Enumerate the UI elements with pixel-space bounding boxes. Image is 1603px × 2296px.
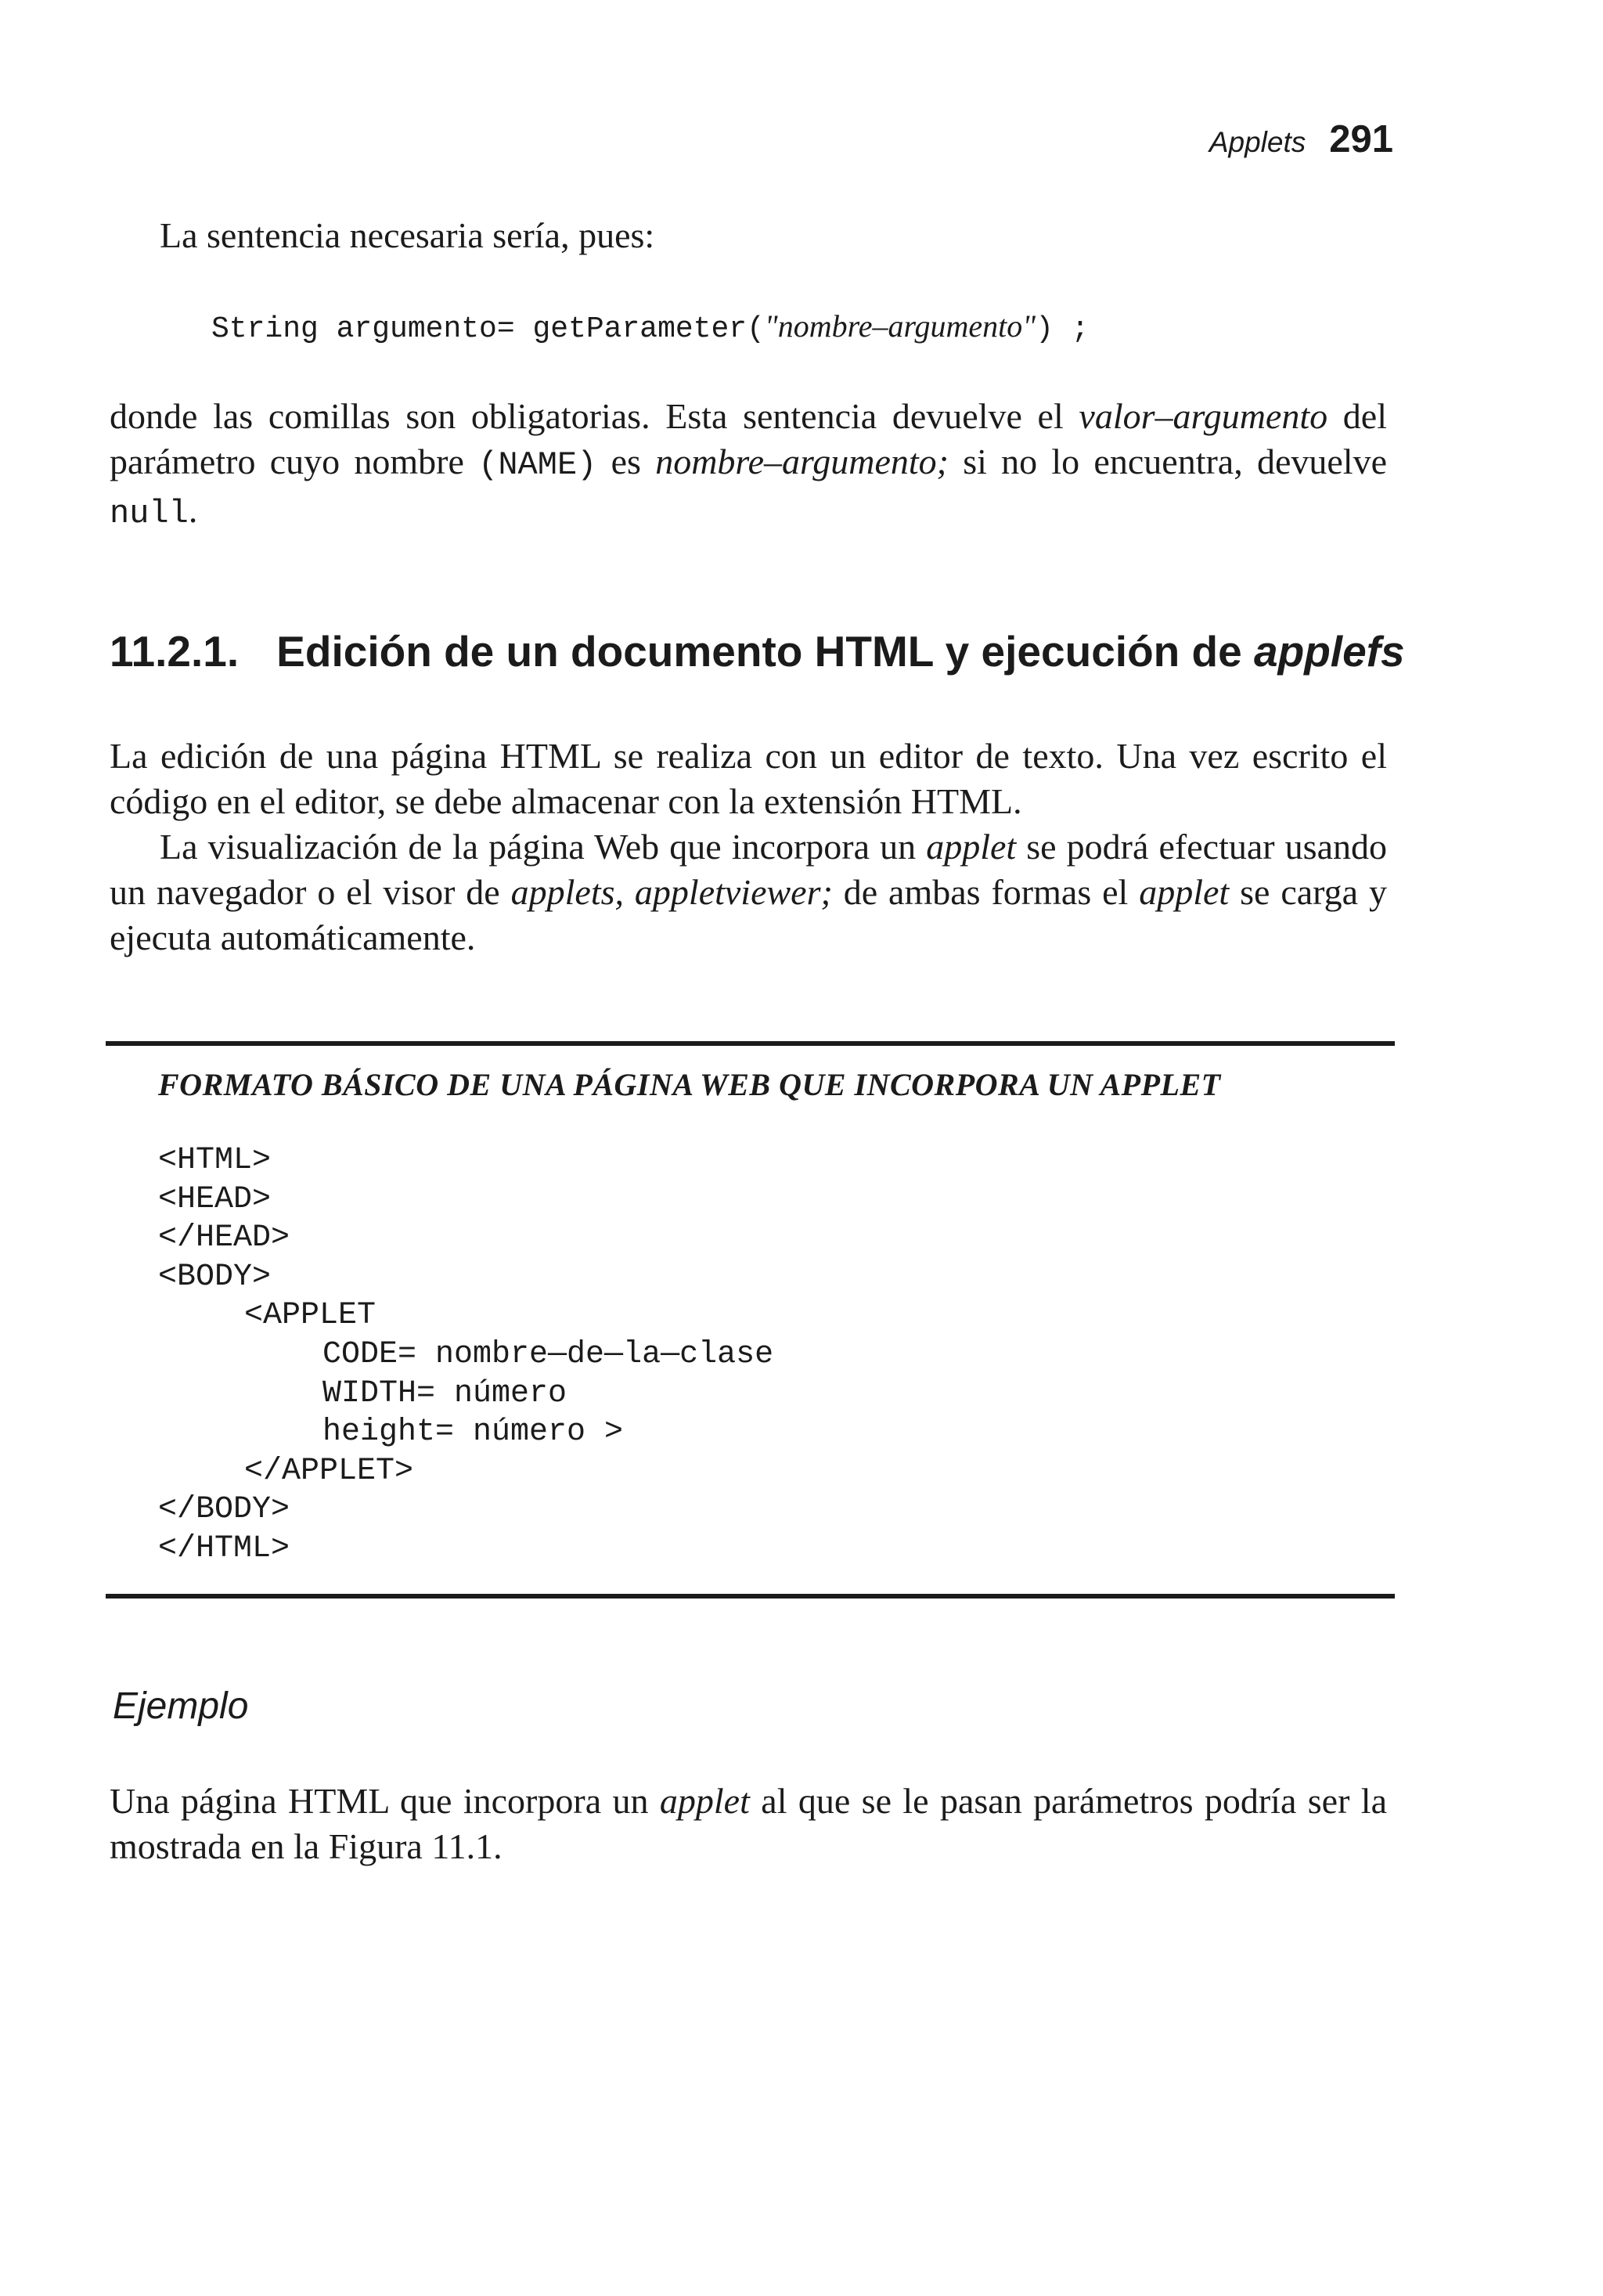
text-span: del parámetro cuyo nombre — [110, 396, 1387, 481]
text-span: Una página HTML que incorpora un — [110, 1781, 660, 1821]
text-span: . — [188, 490, 198, 530]
code-statement — [211, 308, 1090, 346]
italic-term: valor–argumento — [1079, 396, 1328, 436]
running-header — [1209, 117, 1393, 161]
paragraph-visualization — [110, 824, 1387, 961]
section-title: Edición de un documento HTML y ejecución de — [276, 627, 1255, 676]
code-line: <APPLET — [244, 1298, 376, 1334]
text-span: al que se le pasan parámetros podría ser la mostrada en la Figura 11.1. — [110, 1781, 1387, 1866]
code-call: String argumento= getParameter( — [211, 312, 765, 346]
code-term: null — [110, 495, 189, 532]
box-top-rule — [106, 1041, 1395, 1046]
section-title-italic: applefs — [1254, 627, 1405, 676]
code-line: height= número > — [322, 1415, 624, 1451]
text-span: si no lo encuentra, devuelve — [948, 442, 1387, 481]
code-line: <BODY> — [158, 1259, 272, 1295]
html-code-block — [158, 1141, 773, 1569]
code-line: <HEAD> — [158, 1181, 272, 1217]
paragraph-intro: La sentencia necesaria sería, pues: — [160, 215, 655, 255]
code-line: </HEAD> — [158, 1220, 290, 1256]
italic-term: applets, appletviewer; — [510, 872, 833, 912]
code-line: </APPLET> — [244, 1453, 414, 1489]
code-line: WIDTH= número — [322, 1375, 567, 1411]
code-term: (NAME) — [478, 446, 597, 484]
italic-term: nombre–argumento; — [655, 442, 949, 481]
paragraph-editing: La edición de una página HTML se realiza con un editor de texto. Una vez escrito el código en el editor, se debe almacenar con la extensión HTML. — [110, 736, 1387, 821]
text-span: es — [596, 442, 656, 481]
box-title: FORMATO BÁSICO DE UNA PÁGINA WEB QUE INCORPORA UN APPLET — [158, 1067, 1221, 1102]
text-span: se podrá efectuar usando un navegador o el visor de — [110, 827, 1387, 912]
code-line: </BODY> — [158, 1492, 290, 1528]
italic-term: applet — [1139, 872, 1230, 912]
text-span: donde las comillas son obligatorias. Esta sentencia devuelve el — [110, 396, 1079, 436]
section-heading — [110, 626, 1405, 676]
code-line: CODE= nombre—de—la—clase — [322, 1336, 774, 1372]
page-number: 291 — [1329, 118, 1393, 160]
text-span: de ambas formas el — [832, 872, 1140, 912]
code-argument: "nombre–argumento" — [764, 308, 1036, 344]
code-line: </HTML> — [158, 1530, 290, 1566]
italic-term: applet — [659, 1781, 750, 1821]
running-title: Applets — [1209, 126, 1306, 158]
section-number: 11.2.1. — [110, 627, 240, 676]
paragraph-example — [110, 1779, 1387, 1869]
code-line: <HTML> — [158, 1143, 272, 1178]
text-span: se carga y ejecuta automáticamente. — [110, 872, 1387, 957]
box-bottom-rule — [106, 1594, 1395, 1599]
text-span: La visualización de la página Web que incorpora un — [160, 827, 927, 867]
italic-term: applet — [926, 827, 1017, 867]
paragraph-explanation — [110, 394, 1387, 536]
example-heading: Ejemplo — [113, 1685, 249, 1727]
code-end: ) ; — [1036, 312, 1090, 346]
